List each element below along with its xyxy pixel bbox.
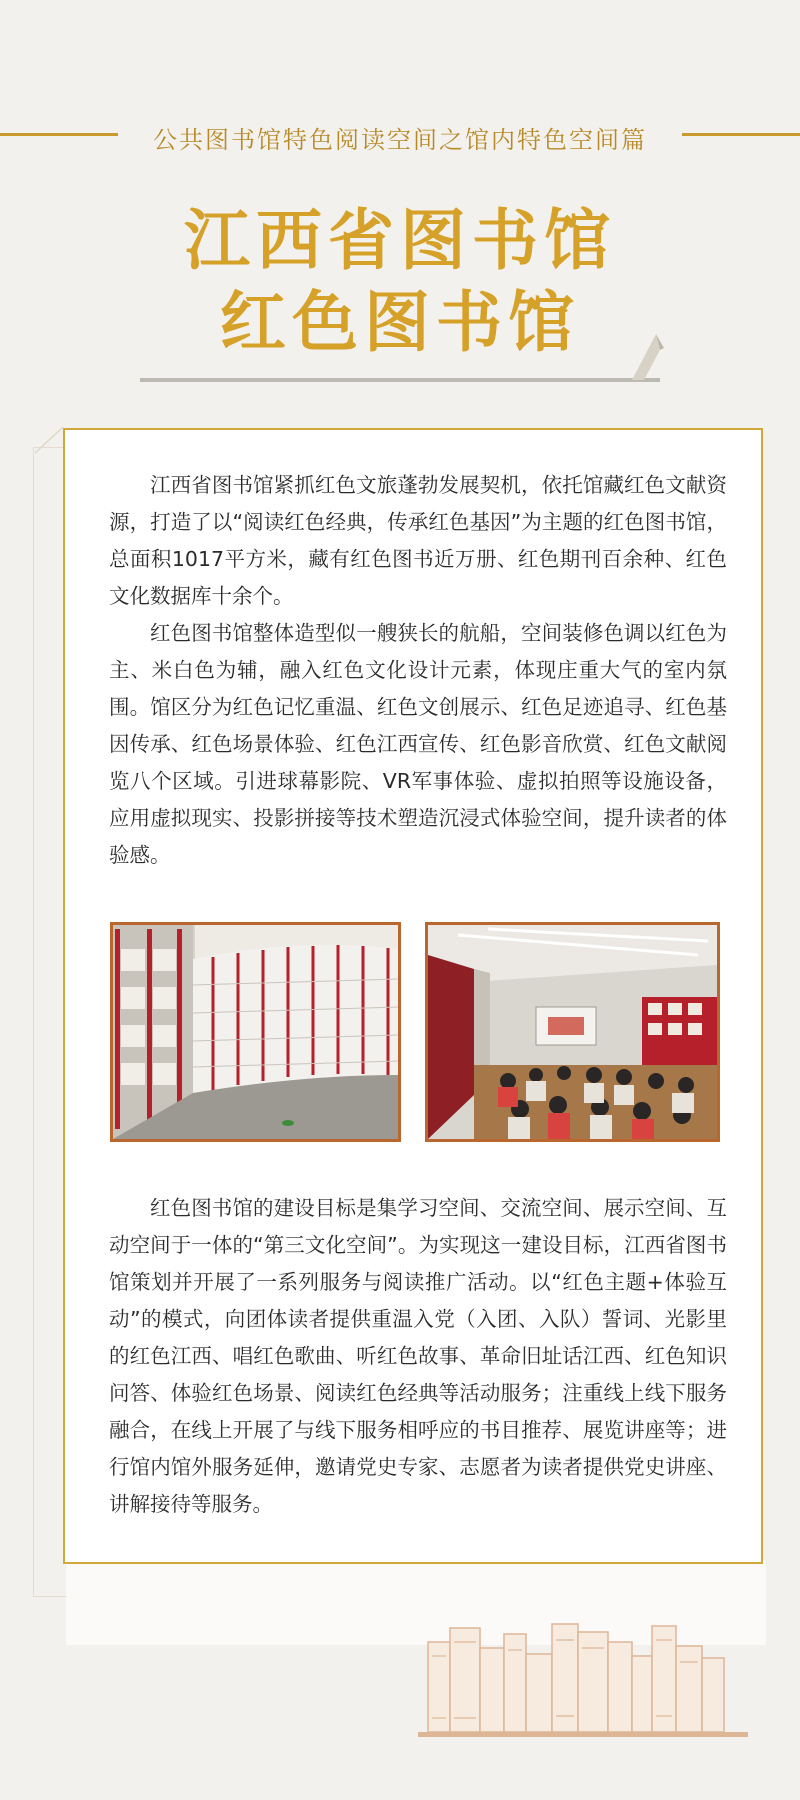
paragraph-3: 红色图书馆的建设目标是集学习空间、交流空间、展示空间、互动空间于一体的“第三文化空间”。为实现这一建设目标，江西省图书馆策划并开展了一系列服务与阅读推广活动。以“红色主题+体验互动”的模式，向团体读者提供重温入党（入团、入队）誓词、光影里的红色江西、唱红色歌曲、听红色故事、革命旧址话江西、红色知识问答、体验红色场景、阅读红色经典等活动服务；注重线上线下服务融合，在线上开展了与线下服务相呼应的书目推荐、展览讲座等；进行馆内馆外服务延伸，邀请党史专家、志愿者为读者提供党史讲座、讲解接待等服务。: [109, 1196, 727, 1516]
page-title-line2: 红色图书馆: [220, 284, 580, 361]
title-underline: [140, 378, 660, 382]
series-title: 公共图书馆特色阅读空间之馆内特色空间篇: [153, 126, 647, 154]
flag-icon: [630, 330, 666, 382]
series-line-right: [682, 133, 800, 136]
corner-decoration-icon: [33, 425, 67, 455]
series-line-left: [0, 133, 118, 136]
paragraph-2: 红色图书馆整体造型似一艘狭长的航船，空间装修色调以红色为主、米白色为辅，融入红色文化设计元素，体现庄重大气的室内氛围。馆区分为红色记忆重温、红色文创展示、红色足迹追寻、红色基因传承、红色场景体验、红色江西宣传、红色影音欣赏、红色文献阅览八个区域。引进球幕影院、VR军事体验、虚拟拍照等设施设备，应用虚拟现实、投影拼接等技术塑造沉浸式体验空间，提升读者的体验感。: [109, 621, 727, 867]
books-illustration-icon: [418, 1622, 748, 1740]
series-header: [0, 118, 800, 154]
paragraph-1: 江西省图书馆紧抓红色文旅蓬勃发展契机，依托馆藏红色文献资源，打造了以“阅读红色经典，传承红色基因”为主题的红色图书馆，总面积1017平方米，藏有红色图书近万册、红色期刊百余种、红色文化数据库十余个。: [109, 473, 727, 608]
photo-lecture-room: [425, 922, 720, 1142]
photo-bookshelf-corridor: [110, 922, 401, 1142]
page-title-line1: 江西省图书馆: [184, 202, 616, 279]
